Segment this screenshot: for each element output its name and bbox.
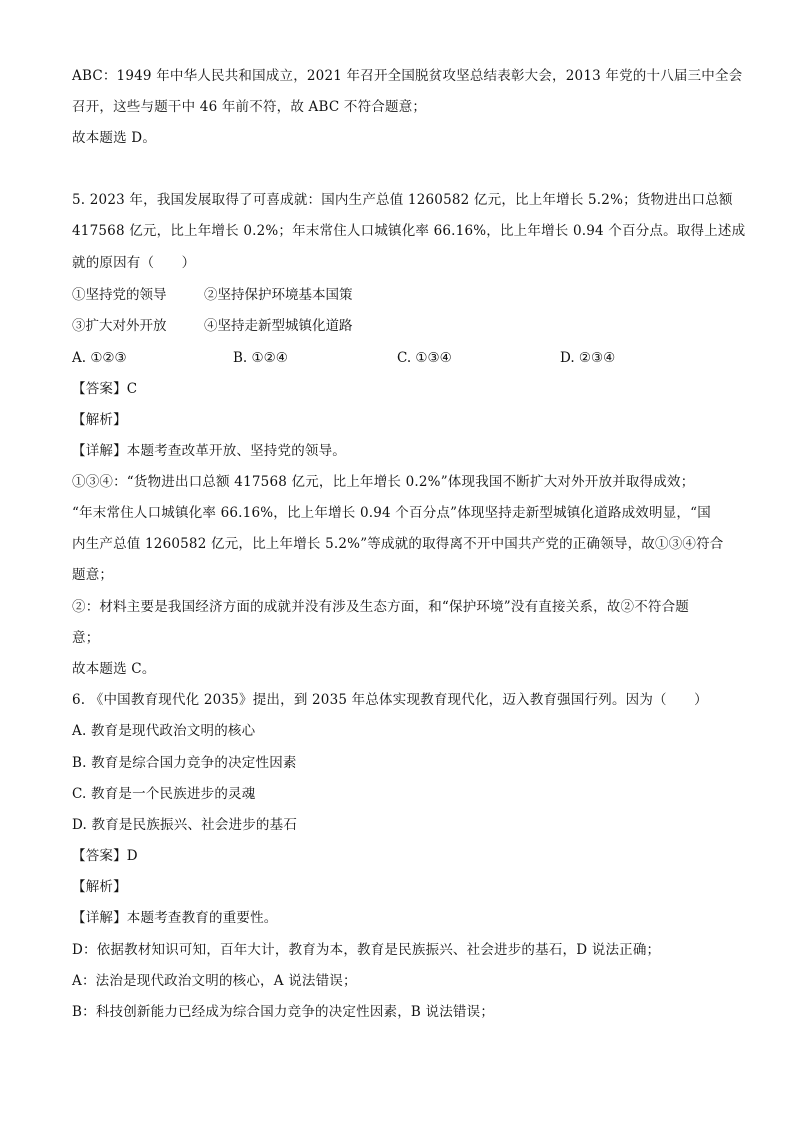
q5-option-b: B. ①②④	[233, 350, 288, 366]
q4-explanation-line: ABC：1949 年中华人民共和国成立，2021 年召开全国脱贫攻坚总结表彰大会，2013 年党的十八届三中全会	[72, 68, 743, 84]
q6-analysis-label: 【解析】	[72, 879, 127, 895]
q4-conclusion: 故本题选 D。	[72, 130, 157, 146]
q5-option-a: A. ①②③	[72, 350, 127, 366]
q6-option-a: A. 教育是现代政治文明的核心	[72, 723, 256, 739]
q5-item-1: ①坚持党的领导	[72, 287, 167, 303]
q5-explanation-line: ②：材料主要是我国经济方面的成就并没有涉及生态方面，和“保护环境”没有直接关系，故②不符合题	[72, 599, 690, 615]
q5-detail: 【详解】本题考查改革开放、坚持党的领导。	[72, 443, 346, 459]
q6-explanation-line: A：法治是现代政治文明的核心，A 说法错误；	[72, 973, 357, 989]
q5-stem-line: 417568 亿元，比上年增长 0.2%；年末常住人口城镇化率 66.16%，比上年增长 0.94 个百分点。取得上述成	[72, 223, 746, 239]
q5-explanation-line: 题意；	[72, 567, 114, 583]
q5-stem-line: 就的原因有（ ）	[72, 255, 196, 271]
q6-explanation-line: D：依据教材知识可知，百年大计，教育为本，教育是民族振兴、社会进步的基石，D 说法正确；	[72, 942, 661, 958]
q6-detail: 【详解】本题考查教育的重要性。	[72, 910, 278, 926]
q5-option-d: D. ②③④	[560, 350, 616, 366]
q5-explanation-line: ①③④：“货物进出口总额 417568 亿元，比上年增长 0.2%”体现我国不断扩大对外开放并取得成效；	[72, 474, 695, 490]
q6-option-d: D. 教育是民族振兴、社会进步的基石	[72, 817, 298, 833]
q6-option-b: B. 教育是综合国力竞争的决定性因素	[72, 755, 297, 771]
q5-explanation-line: “年末常住人口城镇化率 66.16%，比上年增长 0.94 个百分点”体现坚持走新型城镇化道路成效明显，“国	[72, 505, 711, 521]
q5-conclusion: 故本题选 C。	[72, 661, 156, 677]
q5-item-4: ④坚持走新型城镇化道路	[204, 318, 353, 334]
q4-explanation-line: 召开，这些与题干中 46 年前不符，故 ABC 不符合题意；	[72, 99, 427, 115]
q5-item-3: ③扩大对外开放	[72, 318, 167, 334]
q6-explanation-line: B：科技创新能力已经成为综合国力竞争的决定性因素，B 说法错误；	[72, 1004, 495, 1020]
q5-item-2: ②坚持保护环境基本国策	[204, 287, 353, 303]
q5-explanation-line: 内生产总值 1260582 亿元，比上年增长 5.2%”等成就的取得离不开中国共产党的正确领导，故①③④符合	[72, 536, 724, 552]
q5-stem-line: 5. 2023 年，我国发展取得了可喜成就：国内生产总值 1260582 亿元，比上年增长 5.2%；货物进出口总额	[72, 192, 733, 208]
q6-answer: 【答案】D	[72, 848, 138, 864]
q5-option-c: C. ①③④	[397, 350, 452, 366]
q5-analysis-label: 【解析】	[72, 412, 127, 428]
q5-answer: 【答案】C	[72, 381, 138, 397]
q6-option-c: C. 教育是一个民族进步的灵魂	[72, 786, 256, 802]
q5-explanation-line: 意；	[72, 630, 100, 646]
q6-stem: 6. 《中国教育现代化 2035》提出，到 2035 年总体实现教育现代化，迈入教育强国行列。因为（ ）	[72, 692, 708, 708]
